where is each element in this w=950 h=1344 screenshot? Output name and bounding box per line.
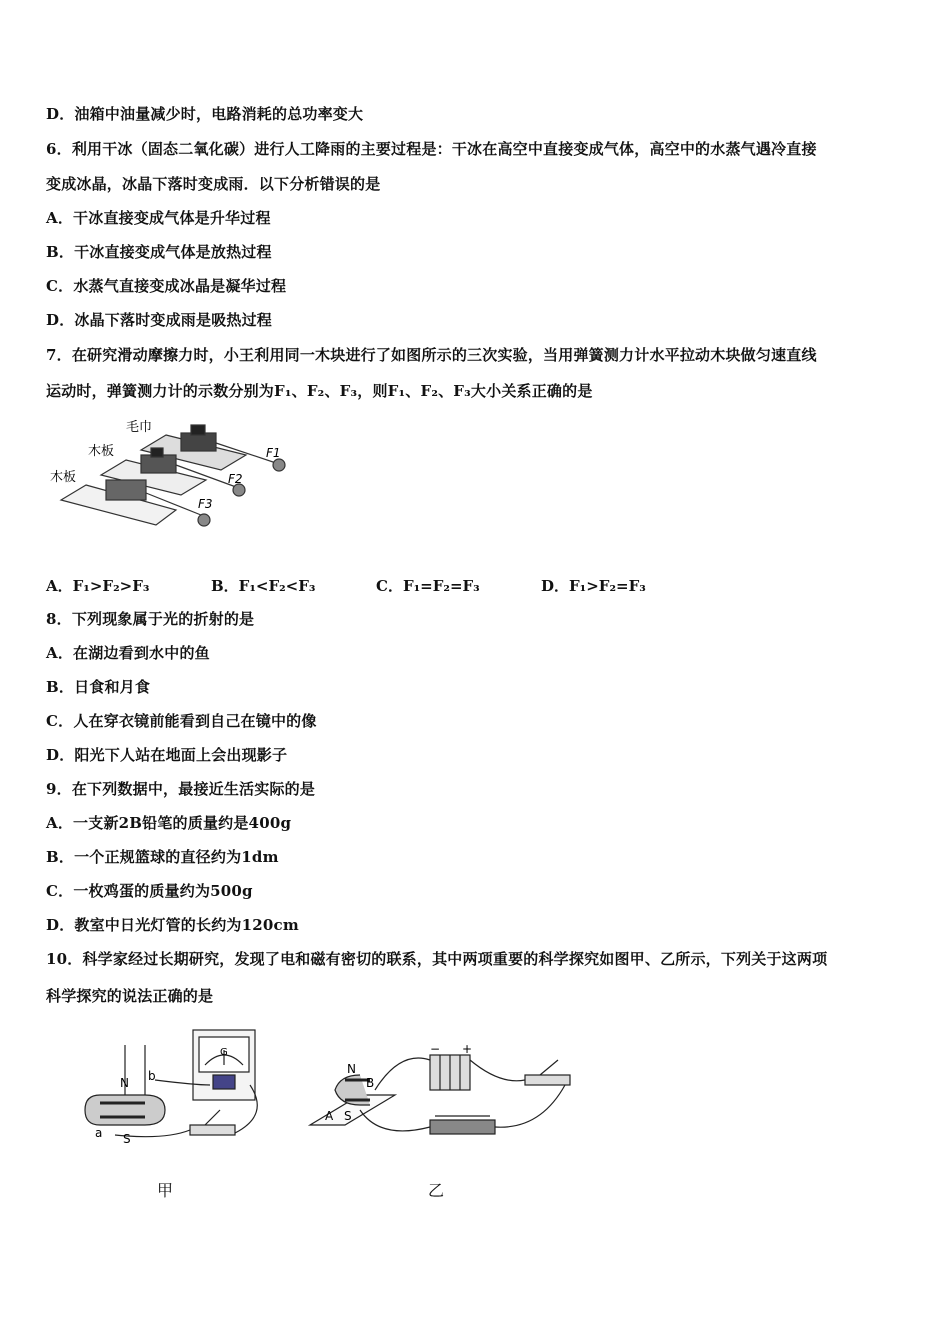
q10-jia-label-n: N: [120, 1076, 129, 1090]
q10-jia-label-b: b: [148, 1069, 156, 1083]
q8-option-c: C．人在穿衣镜前能看到自己在镜中的像: [46, 712, 317, 730]
q7-label-f1: F1: [266, 446, 281, 460]
q9-option-d: D．教室中日光灯管的长约为120cm: [46, 916, 299, 934]
q10-yi-label-minus: −: [430, 1045, 441, 1056]
q10-yi-label-s: S: [344, 1109, 352, 1123]
q6-stem-line2: 变成冰晶，冰晶下落时变成雨．以下分析错误的是: [46, 175, 381, 193]
q7-option-b: B．F₁<F₂<F₃: [211, 577, 316, 595]
q10-yi-label-plus: +: [462, 1045, 473, 1056]
q7-friction-figure: [46, 415, 296, 545]
q7-label-board2: 木板: [50, 470, 77, 485]
q7-label-f3: F3: [198, 497, 213, 511]
q7-stem-line1: 7．在研究滑动摩擦力时，小王利用同一木块进行了如图所示的三次实验，当用弹簧测力计水平拉动木块做匀速直线: [46, 346, 817, 364]
q7-option-a: A．F₁>F₂>F₃: [46, 577, 150, 595]
q8-option-b: B．日食和月食: [46, 678, 151, 696]
q6-option-b: B．干冰直接变成气体是放热过程: [46, 243, 272, 261]
q10-figure-yi: [300, 1045, 580, 1155]
q7-label-f2: F2: [228, 472, 243, 486]
q7-label-towel: 毛巾: [126, 420, 153, 435]
q9-option-b: B．一个正规篮球的直径约为1dm: [46, 848, 279, 866]
q10-figure-jia: [75, 1025, 275, 1150]
q6-option-d: D．冰晶下落时变成雨是吸热过程: [46, 311, 273, 329]
q7-label-board1: 木板: [88, 444, 115, 459]
q8-option-a: A．在湖边看到水中的鱼: [46, 644, 210, 662]
q7-option-d: D．F₁>F₂=F₃: [541, 577, 646, 595]
q6-option-a: A．干冰直接变成气体是升华过程: [46, 209, 271, 227]
q10-yi-label-n: N: [347, 1062, 356, 1076]
q10-yi-label-b: B: [366, 1076, 375, 1090]
q10-yi-label-a: A: [325, 1109, 334, 1123]
q6-stem-line1: 6．利用干冰（固态二氧化碳）进行人工降雨的主要过程是：干冰在高空中直接变成气体，高空中的水蒸气遇冷直接: [46, 140, 817, 158]
q10-caption-jia: 甲: [157, 1181, 174, 1200]
q10-jia-label-s: S: [123, 1132, 131, 1146]
q9-option-c: C．一枚鸡蛋的质量约为500g: [46, 882, 253, 900]
q9-stem: 9．在下列数据中，最接近生活实际的是: [46, 780, 316, 798]
q5-option-d: D．油箱中油量减少时，电路消耗的总功率变大: [46, 105, 364, 123]
q10-stem-line2: 科学探究的说法正确的是: [46, 987, 214, 1005]
q10-caption-yi: 乙: [428, 1181, 445, 1200]
q7-option-c: C．F₁=F₂=F₃: [376, 577, 480, 595]
q9-option-a: A．一支新2B铅笔的质量约是400g: [46, 814, 292, 832]
q6-option-c: C．水蒸气直接变成冰晶是凝华过程: [46, 277, 287, 295]
q10-jia-label-a: a: [95, 1126, 103, 1140]
q8-option-d: D．阳光下人站在地面上会出现影子: [46, 746, 288, 764]
q10-jia-label-g: G: [220, 1047, 228, 1058]
q7-stem-line2: 运动时，弹簧测力计的示数分别为F₁、F₂、F₃，则F₁、F₂、F₃大小关系正确的是: [46, 382, 593, 400]
q8-stem: 8．下列现象属于光的折射的是: [46, 610, 255, 628]
q10-stem-line1: 10．科学家经过长期研究，发现了电和磁有密切的联系，其中两项重要的科学探究如图甲、乙所示，下列关于这两项: [46, 950, 828, 968]
